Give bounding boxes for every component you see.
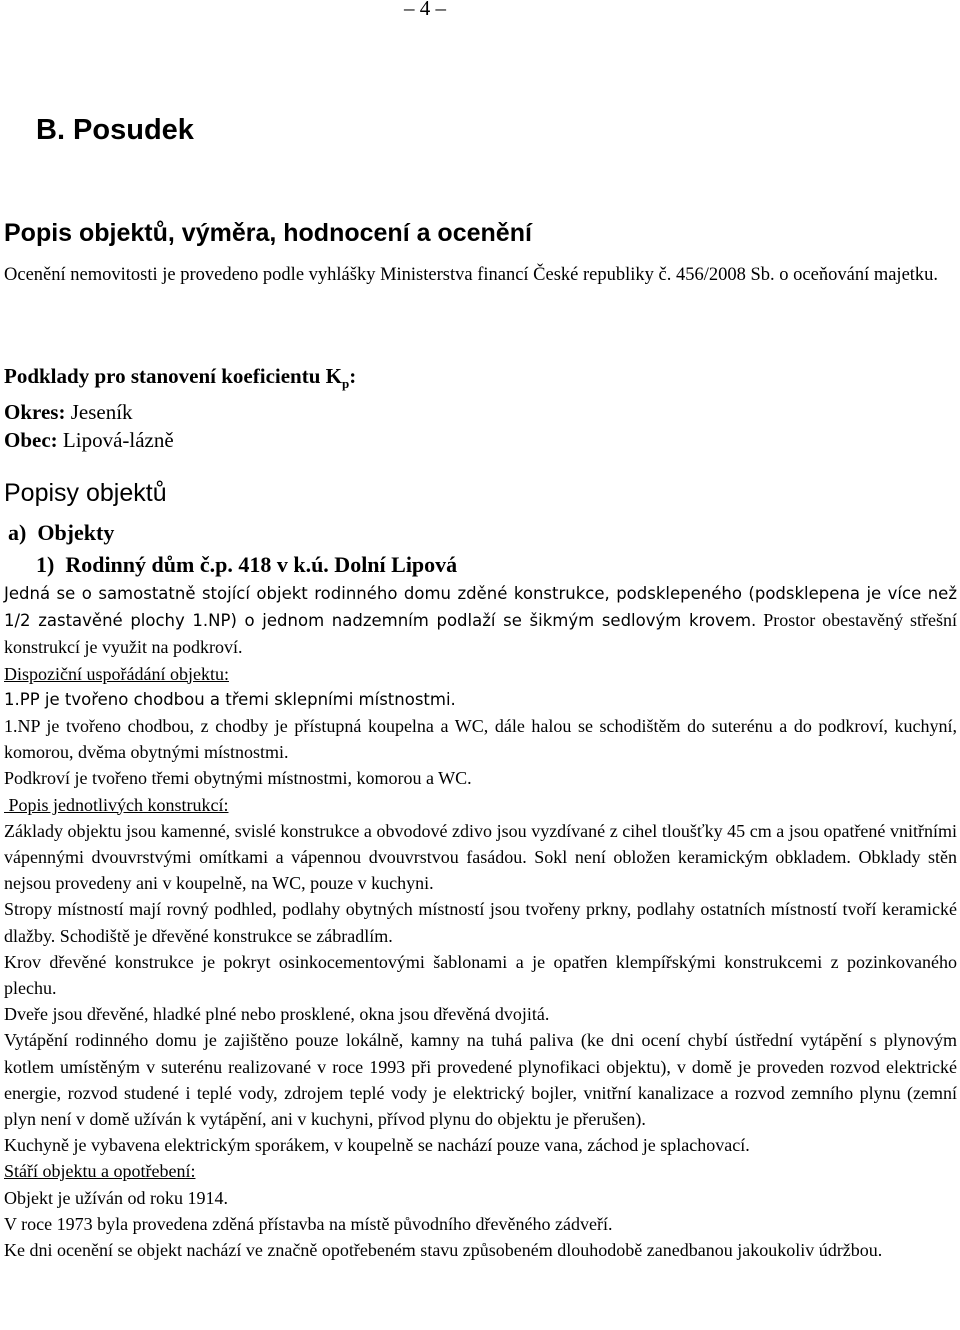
- konstrukce-label: Popis jednotlivých konstrukcí:: [4, 794, 229, 815]
- stari-label: Stáří objektu a opotřebení:: [4, 1161, 196, 1182]
- objekty-label: a) Objekty: [8, 520, 115, 545]
- object-description: [4, 580, 957, 1263]
- section-title: B. Posudek: [36, 114, 194, 146]
- paragraph-pristavba: V roce 1973 byla provedena zděná přístavba na místě původního dřevěného zádveří.: [4, 1213, 613, 1234]
- intro-paragraph: Ocenění nemovitosti je provedeno podle vyhlášky Ministerstva financí České republiky č. 456/2008 Sb. o oceňování majetku.: [4, 265, 939, 285]
- heading-popis-objektu: Popis objektů, výměra, hodnocení a ocenění: [4, 219, 532, 247]
- paragraph-dvere: Dveře jsou dřevěné, hladké plné nebo prosklené, okna jsou dřevěná dvojitá.: [4, 1004, 550, 1025]
- paragraph-1pp: 1.PP je tvořeno chodbou a třemi sklepními místnostmi.: [4, 689, 456, 709]
- paragraph-stav: Ke dni ocenění se objekt nachází ve značně opotřebeném stavu způsobeném dlouhodobě zanedbanou jakoukoliv údržbou.: [4, 1240, 883, 1261]
- paragraph-krov: Krov dřevěné konstrukce je pokryt osinkocementovými šablonami a je opatřen klempířskými konstrukcemi z pozinkovaného plechu.: [4, 951, 957, 999]
- podklady-block: [4, 362, 356, 454]
- okres-line: Okres: Jeseník: [4, 400, 133, 425]
- page-number: – 4 –: [404, 0, 446, 20]
- podklady-title: Podklady pro stanovení koeficientu $K_p$:: [4, 364, 357, 392]
- popisy-heading: Popisy objektů: [4, 479, 167, 507]
- paragraph-kuchyne: Kuchyně je vybavena elektrickým sporákem, v koupelně se nachází pouze vana, záchod je splachovací.: [4, 1135, 750, 1156]
- paragraph-vytapeni: Vytápění rodinného domu je zajištěno pouze lokálně, kamny na tuhá paliva (ke dni ocení chybí ústřední vytápění s plynovým kotlem umístěným v suterénu realizované v roce 1993 při provedené plynofikaci objektu), v domě je proveden rozvod elektrické energie, rozvod studené i teplé vody, zdrojem teplé vody je elektrický bojler, vnitřní kanalizace a rozvod zemního plynu (zemní plyn není v domě užíván k vytápění, ani v kuchyni, přívod plynu do objektu je přerušen).: [4, 1030, 957, 1130]
- paragraph-1np: 1.NP je tvořeno chodbou, z chodby je přístupná koupelna a WC, dále halou se schodištěm do suterénu a do podkroví, kuchyní, komorou, dvěma obytnými místnostmi.: [4, 716, 957, 763]
- paragraph-podkrovi: Podkroví je tvořeno třemi obytnými místnostmi, komorou a WC.: [4, 768, 472, 789]
- paragraph-intro: Jedná se o samostatně stojící objekt rodinného domu zděné konstrukce, podsklepeného (podsklepena je více než 1/2 zastavěné plochy 1.NP) o jednom nadzemním podlaží se šikmým sedlovým krovem. Prostor obestavěný střešní konstrukcí je využit na podkroví.: [4, 584, 957, 658]
- paragraph-stropy: Stropy místností mají rovný podhled, podlahy obytných místností jsou tvořeny prkny, podlahy ostatních místností tvoří keramické dlažby. Schodiště je dřevěné konstrukce se zábradlím.: [4, 899, 957, 946]
- paragraph-zaklady: Základy objektu jsou kamenné, svislé konstrukce a obvodové zdivo jsou vyzdívané z cihel tloušťky 45 cm a jsou opatřené vnitřními vápennými dvouvrstvými omítkami a vápennou dvouvrstvou fasádou. Sokl není obložen keramickým obkladem. Obklady stěn nejsou provedeny ani v koupelně, na WC, pouze v kuchyni.: [4, 820, 957, 894]
- paragraph-uzivan: Objekt je užíván od roku 1914.: [4, 1187, 228, 1208]
- obec-line: Obec: Lipová-lázně: [4, 428, 174, 453]
- object-title: 1) Rodinný dům č.p. 418 v k.ú. Dolní Lipová: [36, 552, 458, 577]
- dispozice-label: Dispoziční uspořádání objektu:: [4, 663, 229, 684]
